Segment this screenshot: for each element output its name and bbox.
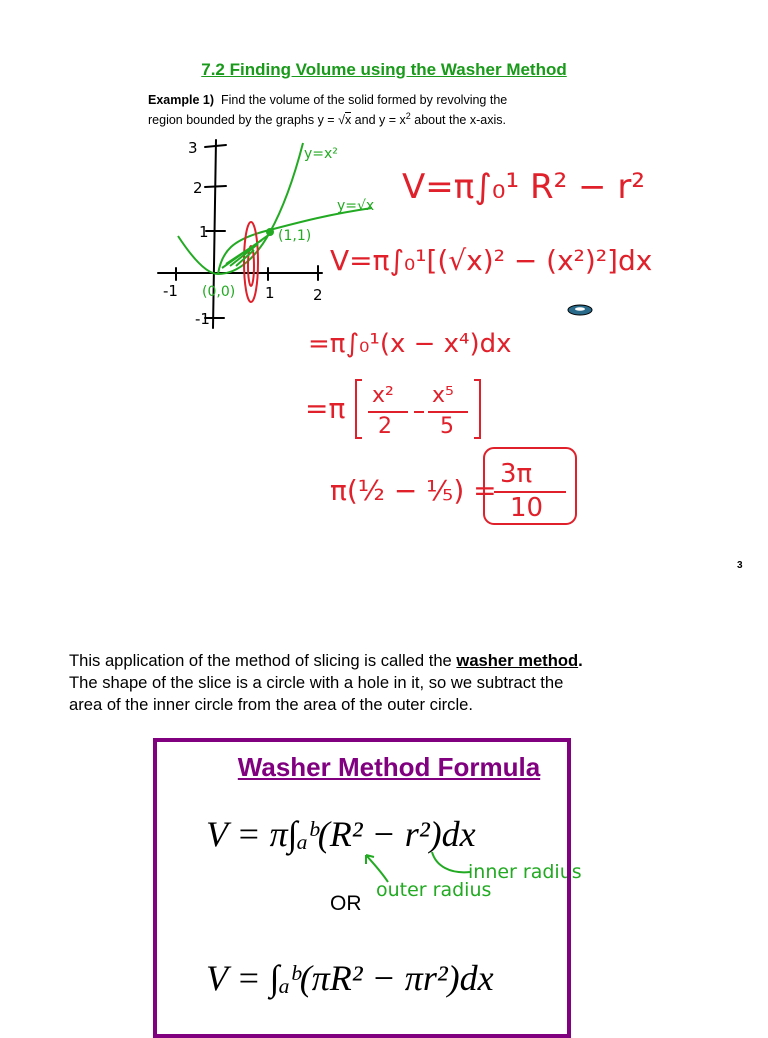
handwritten-eq-1: V=π∫₀¹ R² − r²: [402, 167, 645, 207]
x-tick-label-1: 1: [265, 284, 275, 302]
example-exp: 2: [405, 111, 411, 121]
handwritten-eq-4-left: =π: [305, 392, 346, 425]
y-tick-label-neg1: -1: [195, 310, 210, 328]
handwritten-eq-2: V=π∫₀¹[(√x)² − (x²)²]dx: [330, 244, 653, 277]
handwritten-eq-3: =π∫₀¹(x − x⁴)dx: [308, 329, 512, 359]
para-text-4: area of the inner circle from the area of the outer circle.: [69, 695, 473, 714]
example-sqrt: x: [344, 113, 352, 128]
point-1-1: [267, 229, 273, 235]
example-text-2: region bounded by the graphs y =: [148, 113, 339, 128]
bracket-right: [474, 380, 480, 438]
formula-heading: Washer Method Formula: [237, 752, 541, 782]
note-inner-radius: inner radius: [468, 861, 582, 883]
formula-2: V = ∫ₐᵇ(πR² − πr²)dx: [206, 958, 494, 998]
washer-icon: [568, 305, 592, 315]
handwritten-frac2-den: 5: [440, 414, 454, 439]
answer-denominator: 10: [510, 493, 544, 523]
formula-1: V = π∫ₐᵇ(R² − r²)dx: [206, 814, 476, 854]
y-tick-3: [205, 145, 226, 147]
handwritten-eq-5: π(½ − ⅕) =: [330, 474, 497, 507]
formula-box: [153, 738, 571, 1038]
x-tick-label-2: 2: [313, 286, 323, 304]
y-tick-label-3: 3: [188, 139, 198, 157]
example-text-4: about the x-axis.: [410, 113, 506, 128]
y-tick-label-1: 1: [199, 223, 209, 241]
curve-label-sqrt-x: y=√x: [337, 198, 375, 214]
note-outer-radius: outer radius: [376, 879, 492, 901]
handwritten-frac1-den: 2: [378, 414, 392, 439]
para-text-3: The shape of the slice is a circle with a hole in it, so we subtract the: [69, 673, 564, 692]
handwritten-frac1-num: x²: [372, 383, 394, 408]
answer-numerator: 3π: [500, 459, 533, 489]
bracket-left: [356, 380, 362, 438]
y-tick-2: [205, 186, 226, 187]
point-label-1-1: (1,1): [278, 228, 312, 244]
handwritten-frac2-num: x⁵: [432, 383, 454, 408]
example-text-1: Find the volume of the solid formed by revolving the: [220, 93, 508, 107]
y-tick-label-2: 2: [193, 179, 203, 197]
example-text-3: and y = x: [351, 113, 406, 128]
para-text-2: .: [578, 651, 583, 670]
para-text-1: This application of the method of slicing is called the: [69, 651, 457, 670]
washer-method-keyword: washer method: [456, 651, 579, 670]
origin-label: (0,0): [202, 284, 236, 300]
x-tick-label-neg1: -1: [163, 282, 178, 300]
page-title: 7.2 Finding Volume using the Washer Method: [201, 60, 567, 79]
or-label: OR: [330, 892, 362, 915]
curve-label-x-squared: y=x²: [304, 146, 338, 162]
page-number: 3: [737, 560, 743, 571]
washer-explanation: [69, 650, 709, 716]
example-label: Example 1): [148, 93, 215, 107]
example-prompt: Example 1) Find the volume of the solid formed by revolving the region bounded by the graphs y = √x and $y = x^2$ about the x-axis.: [148, 93, 508, 128]
